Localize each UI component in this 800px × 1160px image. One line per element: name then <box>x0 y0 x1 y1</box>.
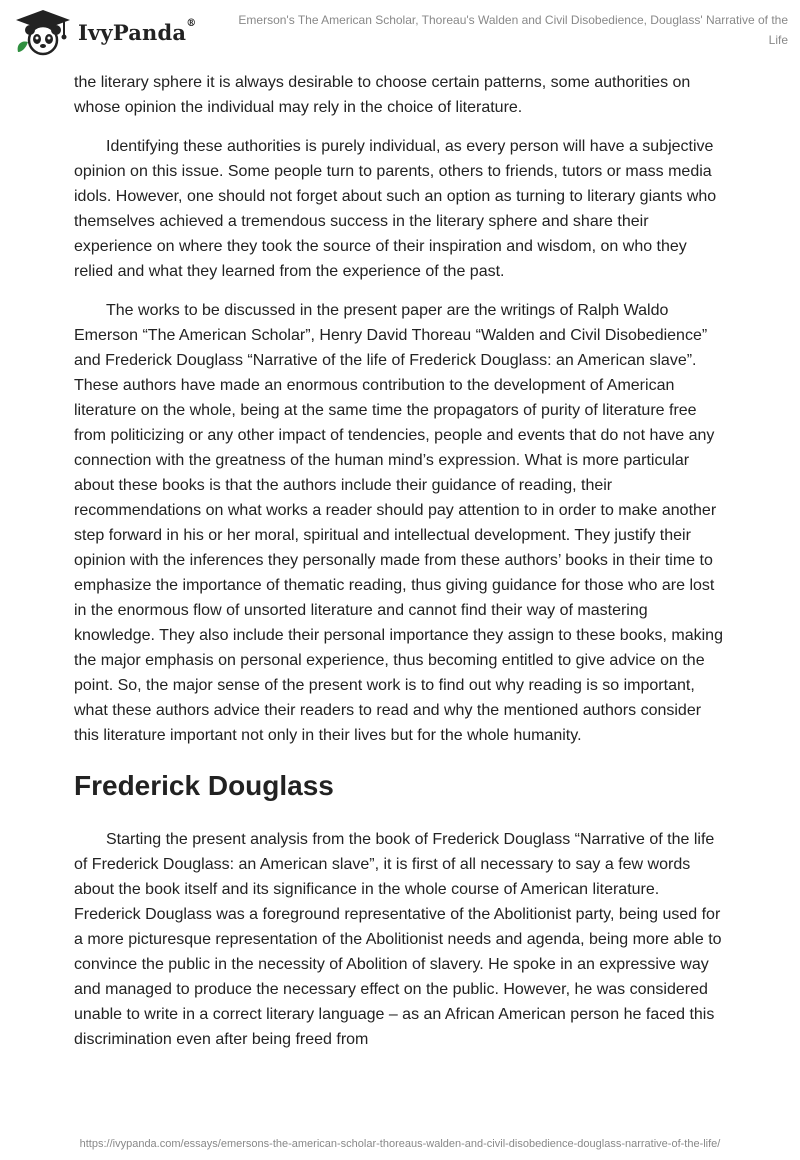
section-heading: Frederick Douglass <box>74 770 334 801</box>
panda-graduate-icon <box>14 8 72 56</box>
paragraph: the literary sphere it is always desirable to choose certain patterns, some authorities on whose opinion the individual may rely in the choice of literature. <box>74 74 691 116</box>
logo-text: IvyPanda® <box>78 17 197 45</box>
document-body <box>74 70 724 1066</box>
paragraph: Identifying these authorities is purely individual, as every person will have a subjective opinion on this issue. Some people turn to parents, others to friends, tutors or mass media idols. However, one should not forget about such an option as turning to literary giants who themselves achieved a tremendous success in the literary sphere and share their experience on where they took the source of their inspiration and wisdom, on who they relied and what they learned from the experience of the past. <box>74 138 717 280</box>
page-header <box>0 0 800 66</box>
document-title: Emerson's The American Scholar, Thoreau's Walden and Civil Disobedience, Douglass' Narrative of the Life <box>238 13 788 47</box>
page-url[interactable]: https://ivypanda.com/essays/emersons-the-american-scholar-thoreaus-walden-and-civil-disobedience-douglass-narrative-of-the-life/ <box>79 1138 721 1150</box>
paragraph: The works to be discussed in the present paper are the writings of Ralph Waldo Emerson “The American Scholar”, Henry David Thoreau “Walden and Civil Disobedience” and Frederick Douglass “Narrative of the life of Frederick Douglass: an American slave”. These authors have made an enormous contribution to the development of American literature on the whole, being at the same time the propagators of purity of literature free from politicizing or any other impact of tendencies, people and events that do not have any connection with the greatness of the human mind’s expression. What is more particular about these books is that the authors include their guidance of reading, their recommendations on what works a reader should pay attention to in order to make another step forward in his or her moral, spiritual and intellectual development. They justify their opinion with the inferences they personally made from these authors’ books in their time to emphasize the importance of thematic reading, thus giving guidance for those who are lost in the enormous flow of unsorted literature and cannot find their way of mastering knowledge. They also include their personal importance they assign to these books, making the major emphasis on personal experience, thus becoming entitled to give advice on the point. So, the major sense of the present work is to find out why reading is so important, what these authors advice their readers to read and why the mentioned authors consider this literature important not only in their lives but for the whole humanity. <box>74 302 723 744</box>
registered-mark: ® <box>186 17 197 29</box>
paragraph: Starting the present analysis from the book of Frederick Douglass “Narrative of the life of Frederick Douglass: an American slave”, it is first of all necessary to say a few words about the book itself and its significance in the whole course of American literature. Frederick Douglass was a foreground representative of the Abolitionist party, being used for a more picturesque representation of the Abolitionist needs and agenda, being more able to convince the public in the necessity of Abolition of slavery. He spoke in an expressive way and managed to produce the necessary effect on the public. However, he was considered unable to write in a correct literary language – as an African American person he faced this discrimination even after being freed from <box>74 831 722 1048</box>
logo[interactable] <box>14 8 196 56</box>
